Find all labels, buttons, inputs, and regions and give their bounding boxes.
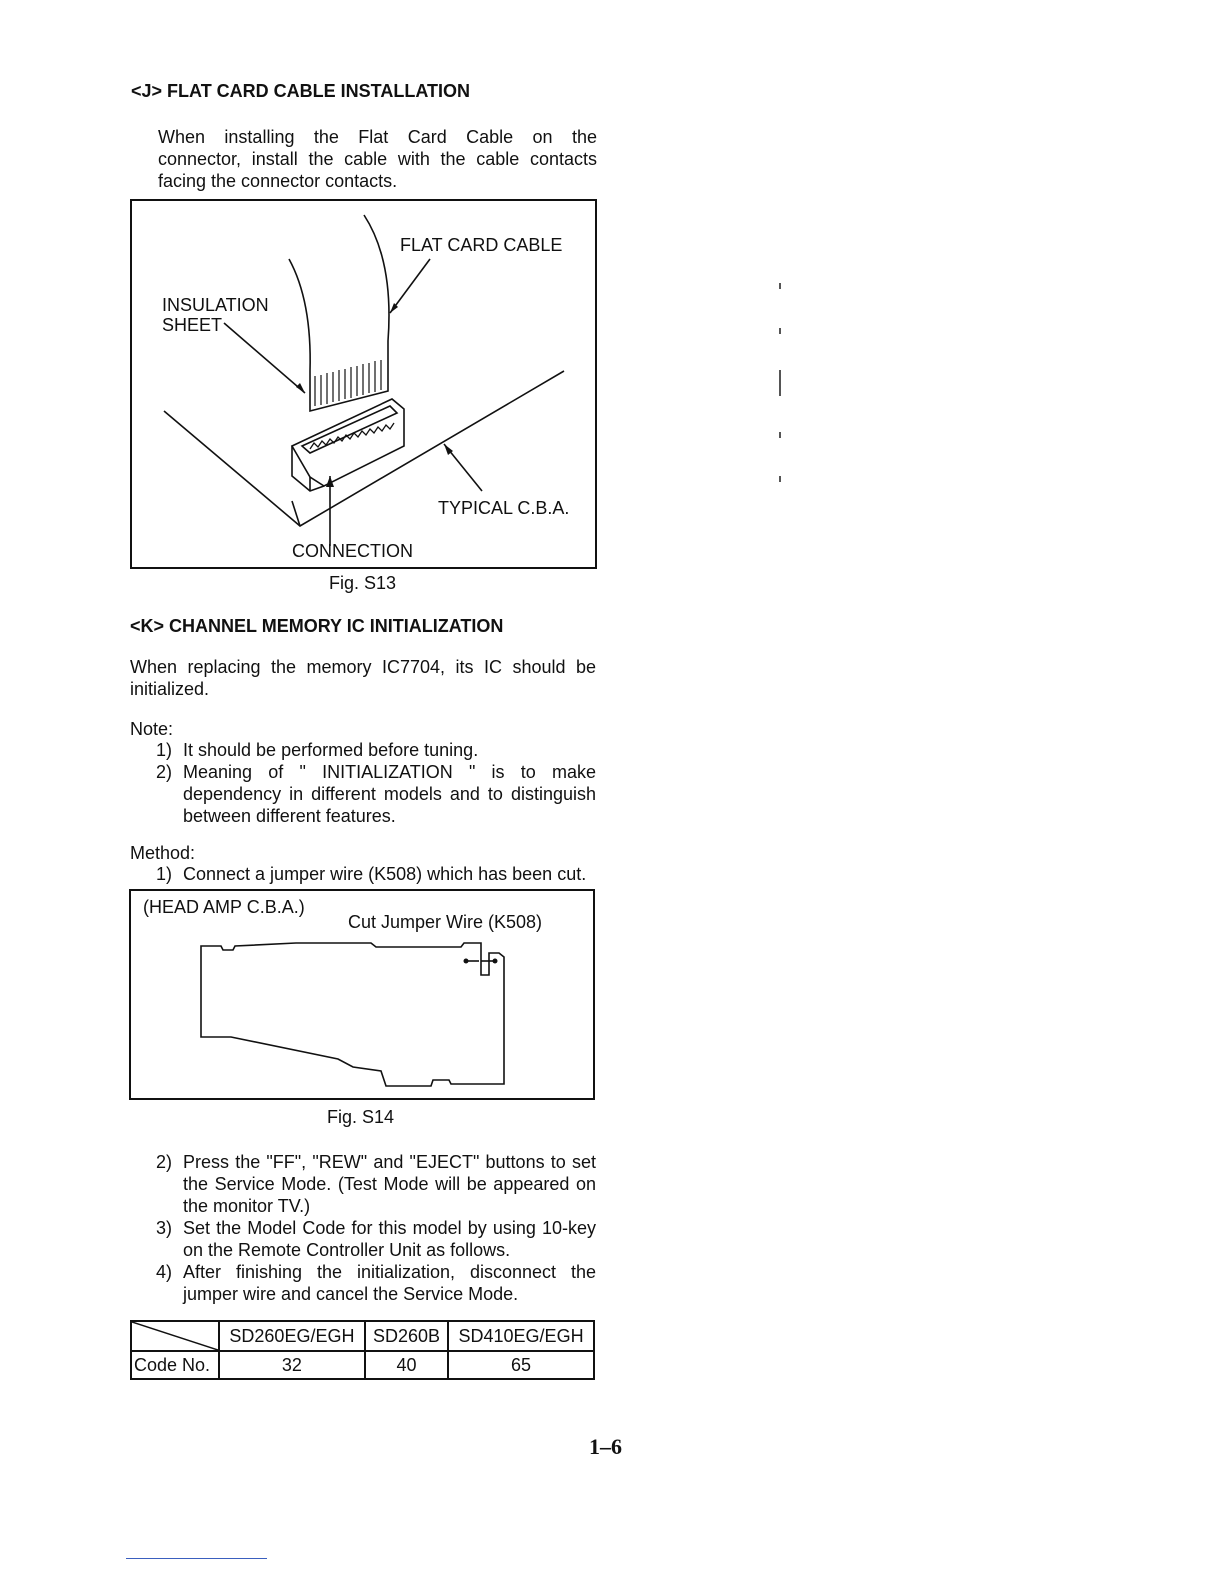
note-number: 1)	[156, 740, 173, 760]
model-code-table	[130, 1320, 595, 1380]
step-item	[156, 1217, 596, 1261]
step-text-block	[183, 1151, 596, 1217]
label-head-amp-cba: (HEAD AMP C.B.A.)	[143, 897, 305, 917]
table-row-label: Code No.	[131, 1351, 219, 1379]
step-line: Set the Model Code for this model by using 10-key	[183, 1218, 596, 1238]
step-text-block	[183, 1217, 596, 1261]
table-corner-cell	[131, 1321, 219, 1351]
body-line: connector, install the cable with the cable contacts	[158, 149, 597, 169]
section-k-intro	[130, 656, 596, 700]
note-text-block	[183, 761, 596, 827]
label-connection: CONNECTION	[292, 541, 413, 561]
note-line: between different features.	[183, 806, 396, 826]
figure-s13	[130, 199, 597, 569]
step-number: 3)	[156, 1218, 173, 1238]
method-step-1	[156, 863, 586, 885]
label-cut-jumper-wire: Cut Jumper Wire (K508)	[348, 912, 543, 932]
table-header: SD260B	[365, 1321, 448, 1351]
scan-mark	[779, 370, 781, 396]
figure-s13-caption: Fig. S13	[329, 573, 397, 593]
table-cell: 65	[448, 1351, 594, 1379]
body-line: facing the connector contacts.	[158, 171, 398, 191]
note-item	[156, 739, 596, 761]
table-cell: 32	[219, 1351, 365, 1379]
label-typical-cba: TYPICAL C.B.A.	[438, 498, 570, 518]
step-line: on the Remote Controller Unit as follows.	[183, 1240, 511, 1260]
underline-mark	[126, 1558, 267, 1559]
step-number: 4)	[156, 1262, 173, 1282]
step-line: After finishing the initialization, disconnect the	[183, 1262, 596, 1282]
notes-list	[156, 739, 596, 827]
section-k-heading: <K> CHANNEL MEMORY IC INITIALIZATION	[130, 616, 504, 636]
note-line: dependency in different models and to distinguish	[183, 784, 596, 804]
figure-s14	[129, 889, 595, 1100]
section-j-heading: <J> FLAT CARD CABLE INSTALLATION	[131, 81, 470, 101]
step-text-block	[183, 1261, 596, 1305]
note-label: Note:	[130, 719, 174, 739]
note-line: Meaning of " INITIALIZATION " is to make	[183, 762, 596, 782]
scan-mark	[779, 476, 781, 482]
step-item	[156, 1261, 596, 1305]
scan-mark	[779, 283, 781, 289]
table-header: SD410EG/EGH	[448, 1321, 594, 1351]
step-line: Press the "FF", "REW" and "EJECT" buttons to set	[183, 1152, 596, 1172]
table-cell: 40	[365, 1351, 448, 1379]
step-number: 1)	[156, 864, 173, 884]
diagonal-line	[132, 1322, 218, 1350]
note-text: It should be performed before tuning.	[183, 740, 479, 760]
step-line: the monitor TV.)	[183, 1196, 311, 1216]
figure-s14-caption: Fig. S14	[327, 1107, 395, 1127]
table-header: SD260EG/EGH	[219, 1321, 365, 1351]
label-flat-card-cable: FLAT CARD CABLE	[400, 235, 563, 255]
table-row	[131, 1351, 594, 1379]
intro-line: When replacing the memory IC7704, its IC should be	[130, 657, 596, 677]
step-item	[156, 1151, 596, 1217]
label-sheet: SHEET	[162, 315, 223, 335]
label-insulation: INSULATION	[162, 295, 269, 315]
body-line: When installing the Flat Card Cable on the	[158, 127, 597, 147]
page-number: 1–6	[589, 1434, 622, 1459]
method-label: Method:	[130, 843, 196, 863]
step-line: the Service Mode. (Test Mode will be appeared on	[183, 1174, 596, 1194]
step-text: Connect a jumper wire (K508) which has been cut.	[183, 864, 587, 884]
step-number: 2)	[156, 1152, 173, 1172]
table-header-row	[131, 1321, 594, 1351]
note-number: 2)	[156, 762, 173, 782]
steps-list	[156, 1151, 596, 1305]
step-line: jumper wire and cancel the Service Mode.	[183, 1284, 519, 1304]
section-j-body	[158, 126, 597, 192]
scan-mark	[779, 328, 781, 334]
scan-mark	[779, 432, 781, 438]
note-item	[156, 761, 596, 827]
intro-line: initialized.	[130, 679, 210, 699]
